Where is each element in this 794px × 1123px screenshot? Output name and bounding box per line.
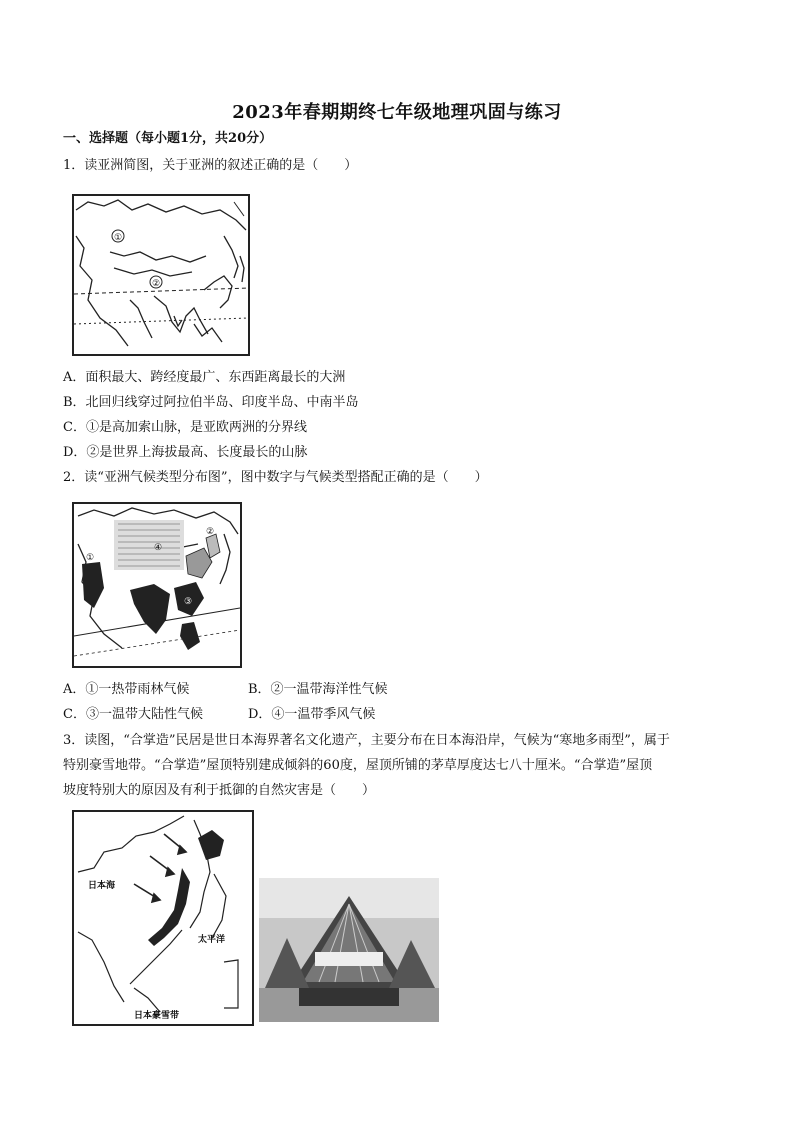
q2-label-1: ① — [86, 553, 95, 563]
q3-line-3: 坡度特别大的原因及有利于抵御的自然灾害是（ ） — [63, 783, 376, 798]
q1-option-c: C．①是高加索山脉，是亚欧两洲的分界线 — [63, 420, 307, 435]
q3-line-1: 3．读图，“合掌造”民居是世日本海界著名文化遗产，主要分布在日本海沿岸，气候为“寒地多雨型”，属于 — [63, 733, 670, 748]
q2-label-3: ③ — [184, 597, 193, 607]
q1-option-a: A．面积最大、跨经度最广、东西距离最长的大洲 — [63, 370, 346, 385]
q3-caption: 日本豪雪带 — [134, 1011, 180, 1021]
q1-stem: 1．读亚洲简图，关于亚洲的叙述正确的是（ ） — [63, 158, 358, 173]
q2-stem: 2．读“亚洲气候类型分布图”，图中数字与气候类型搭配正确的是（ ） — [63, 470, 488, 485]
q1-label-2: ② — [151, 279, 161, 289]
page-title: 2023年春期期终七年级地理巩固与练习 — [232, 102, 562, 123]
q2-option-c: C．③一温带大陆性气候 — [63, 707, 203, 722]
q1-option-b: B．北回归线穿过阿拉伯半岛、印度半岛、中南半岛 — [63, 395, 359, 410]
q2-option-a: A．①一热带雨林气候 — [63, 682, 190, 697]
asia-outline-map — [72, 194, 250, 356]
q2-label-4: ④ — [154, 543, 163, 553]
q2-label-2: ② — [206, 527, 215, 537]
q2-option-d: D．④一温带季风气候 — [248, 707, 376, 722]
gassho-house-photo — [259, 878, 439, 1022]
asia-climate-map — [72, 502, 242, 668]
q1-option-d: D．②是世界上海拔最高、长度最长的山脉 — [63, 445, 308, 460]
q3-line-2: 特别豪雪地带。“合掌造”屋顶特别建成倾斜的60度，屋顶所铺的茅草厚度达七八十厘米。“合掌造”屋顶 — [63, 758, 653, 773]
section-heading: 一、选择题（每小题1分，共20分） — [63, 131, 273, 146]
q1-label-1: ① — [113, 233, 123, 243]
q2-option-b: B．②一温带海洋性气候 — [248, 682, 388, 697]
q3-ocean-label: 太平洋 — [198, 935, 226, 945]
q3-sea-label: 日本海 — [88, 881, 116, 891]
japan-snow-map — [72, 810, 254, 1026]
